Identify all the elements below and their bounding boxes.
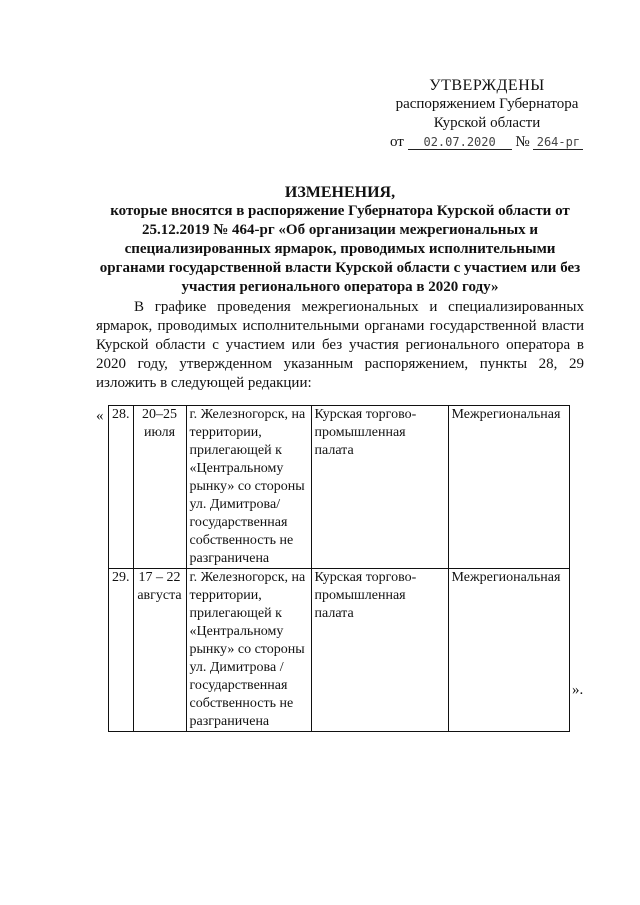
title-line-1: которые вносятся в распоряжение Губернатора Курской области от — [110, 203, 570, 219]
row-type-cell: Межрегиональная — [448, 406, 570, 569]
date-line-1: 20–25 — [142, 407, 177, 422]
number-prefix: № — [515, 134, 530, 150]
title-heading: ИЗМЕНЕНИЯ, — [284, 184, 396, 201]
fair-schedule-table — [108, 405, 570, 732]
row-number-cell: 29. — [109, 569, 134, 732]
closing-quote: ». — [572, 682, 584, 698]
opening-quote: « — [96, 408, 104, 424]
document-title — [96, 183, 584, 297]
approval-line-1: распоряжением Губернатора — [395, 96, 579, 112]
row-date-cell — [133, 406, 186, 569]
title-line-4: органами государственной власти Курской области с участием или без — [99, 260, 581, 276]
approval-heading: УТВЕРЖДЕНЫ — [429, 77, 545, 94]
row-type-cell: Межрегиональная — [448, 569, 570, 732]
approval-number-field: 264-рг — [533, 135, 583, 150]
row-organizer-cell: Курская торгово-промышленная палата — [311, 569, 448, 732]
row-place-cell: г. Железногорск, на территории, прилегающей к «Центральному рынку» со стороны ул. Димитрова / государственная собственность не разграничена — [186, 569, 311, 732]
approval-date-field: 02.07.2020 — [408, 135, 512, 150]
table-row — [109, 569, 570, 732]
approval-date-line — [372, 133, 602, 152]
row-number-cell: 28. — [109, 406, 134, 569]
title-line-3: специализированных ярмарок, проводимых исполнительными — [124, 241, 556, 257]
body-paragraph: В графике проведения межрегиональных и специализированных ярмарок, проводимых исполнительными органами государственной власти Курской области с участием или без участия регионального оператора в 2020 году, утвержденном указанным распоряжением, пункты 28, 29 изложить в следующей редакции: — [96, 299, 584, 391]
title-line-5: участия регионального оператора в 2020 году» — [181, 279, 499, 295]
row-organizer-cell: Курская торгово-промышленная палата — [311, 406, 448, 569]
date-prefix: от — [390, 134, 404, 150]
row-place-cell: г. Железногорск, на территории, прилегающей к «Центральному рынку» со стороны ул. Димитрова/ государственная собственность не разграничена — [186, 406, 311, 569]
approval-block — [372, 76, 602, 152]
table-row — [109, 406, 570, 569]
date-line-1: 17 – 22 — [138, 570, 181, 585]
date-line-2: августа — [137, 588, 182, 603]
row-date-cell — [133, 569, 186, 732]
approval-line-2: Курской области — [433, 115, 541, 131]
title-line-2: 25.12.2019 № 464-рг «Об организации межрегиональных и — [141, 222, 539, 238]
date-line-2: июля — [143, 425, 176, 440]
